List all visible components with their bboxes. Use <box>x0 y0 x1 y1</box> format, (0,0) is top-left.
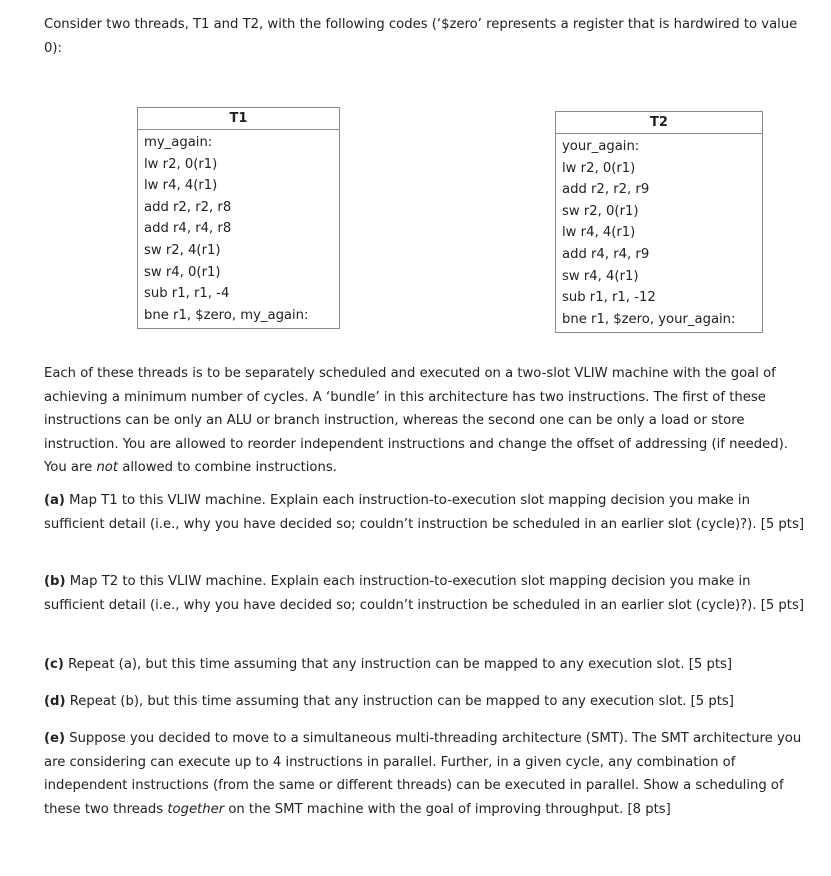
t2-code-line: add r2, r2, r9 <box>562 182 650 198</box>
question-e <box>44 727 804 821</box>
question-b <box>44 570 804 617</box>
question-d-label: (d) <box>44 694 66 709</box>
description-paragraph <box>44 362 804 480</box>
question-a-text: Map T1 to this VLIW machine. Explain each instruction-to-execution slot mapping decision you make in sufficient detail (i.e., why you have decided so; couldn’t instruction be scheduled in an earlier slot (cycle)?). [5 pts] <box>44 493 804 532</box>
question-e-text-end: on the SMT machine with the goal of improving throughput. [8 pts] <box>224 801 671 817</box>
t1-header: T1 <box>138 108 339 130</box>
question-b-text: Map T2 to this VLIW machine. Explain each instruction-to-execution slot mapping decision you make in sufficient detail (i.e., why you have decided so; couldn’t instruction be scheduled in an earlier slot (cycle)?). [5 pts] <box>44 574 804 613</box>
question-e-emphasis: together <box>167 801 225 817</box>
t1-code-line: add r4, r4, r8 <box>144 221 232 237</box>
t2-code-line: your_again: <box>562 139 640 154</box>
t2-code-line: sw r4, 4(r1) <box>562 268 639 284</box>
t1-code-line: add r2, r2, r8 <box>144 199 232 215</box>
t2-code-line: add r4, r4, r9 <box>562 246 650 262</box>
t2-code-line: lw r4, 4(r1) <box>562 225 636 241</box>
intro-text: Consider two threads, T1 and T2, with the following codes (‘$zero’ represents a register that is hardwired to value 0): <box>44 17 798 56</box>
question-c-text: Repeat (a), but this time assuming that any instruction can be mapped to any execution slot. [5 pts] <box>63 657 732 672</box>
description-text-end: allowed to combine instructions. <box>118 460 337 475</box>
question-c <box>44 653 804 677</box>
question-d-text: Repeat (b), but this time assuming that any instruction can be mapped to any execution slot. [5 pts] <box>65 694 734 709</box>
t2-code-line: bne r1, $zero, your_again: <box>562 311 736 327</box>
question-e-label: (e) <box>44 731 65 746</box>
question-a-label: (a) <box>44 493 65 508</box>
t1-code-line: lw r4, 4(r1) <box>144 178 218 194</box>
question-e-text: Suppose you decided to move to a simultaneous multi-threading architecture (SMT). The SMT architecture you are considering can execute up to 4 instructions in parallel. Further, in a given cycle, any combination of independent instructions (from the same or different threads) can be executed in parallel. Show a scheduling of these two threads <box>44 731 802 817</box>
t2-header: T2 <box>556 112 762 134</box>
t1-code-table <box>137 107 340 329</box>
question-a <box>44 489 804 536</box>
question-c-label: (c) <box>44 657 64 672</box>
t1-code-line: bne r1, $zero, my_again: <box>144 307 309 323</box>
t2-code-line: sub r1, r1, -12 <box>562 290 656 306</box>
question-d <box>44 690 804 714</box>
t2-code-line: lw r2, 0(r1) <box>562 160 636 176</box>
description-emphasis: not <box>96 460 119 475</box>
t2-code-line: sw r2, 0(r1) <box>562 203 639 219</box>
t1-code-line: sw r2, 4(r1) <box>144 242 221 258</box>
t2-code-table <box>555 111 763 333</box>
description-text: Each of these threads is to be separately scheduled and executed on a two-slot VLIW machine with the goal of achieving a minimum number of cycles. A ‘bundle’ in this architecture has two instructions. The first of these instructions can be only an ALU or branch instruction, whereas the second one can be only a load or store instruction. You are allowed to reorder independent instructions and change the offset of addressing (if needed). You are <box>44 366 788 475</box>
question-b-label: (b) <box>44 574 66 589</box>
t1-code-line: lw r2, 0(r1) <box>144 156 218 172</box>
t1-code-line: my_again: <box>144 135 213 150</box>
t1-code-line: sub r1, r1, -4 <box>144 286 230 302</box>
t1-code-line: sw r4, 0(r1) <box>144 264 221 280</box>
